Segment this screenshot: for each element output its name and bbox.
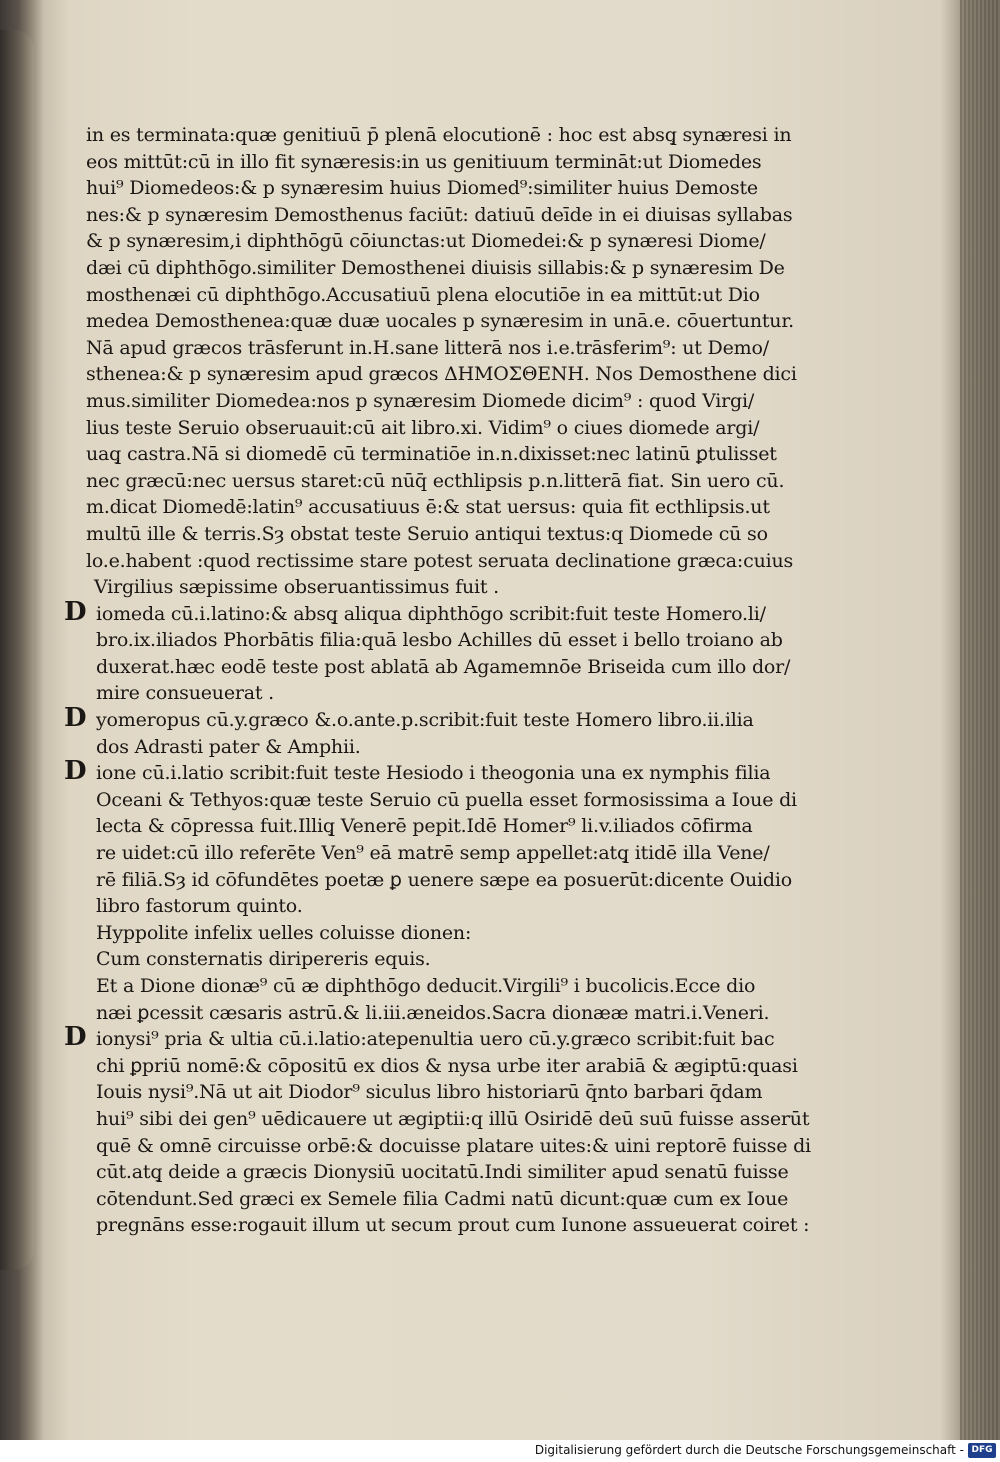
- text-line: ione cū.i.latio scribit:fuit teste Hesiodo i theogonia una ex nymphis filia: [96, 762, 771, 785]
- verse-line: Hyppolite infelix uelles coluisse dionen:: [96, 921, 472, 944]
- verse-line: Cum consternatis diripereris equis.: [96, 948, 431, 971]
- text-line: m.dicat Diomedē:latin⁹ accusatiuus ē:& stat uersus: quia fit ecthlipsis.ut: [86, 496, 770, 519]
- text-line: re uidet:cū illo referēte Ven⁹ eā matrē semp appellet:atq̧ itidē illa Vene/: [96, 842, 770, 865]
- entry-diomeda: [64, 596, 791, 707]
- text-line: mire consueuerat .: [96, 682, 275, 705]
- text-line: cōtendunt.Sed græci ex Semele filia Cadmi natū dicunt:quæ cum ex Ioue: [96, 1187, 789, 1210]
- intro-paragraph: [86, 122, 797, 601]
- text-line: quē & omnē circuisse orbē:& docuisse platare uites:& uini reptorē fuisse di: [96, 1134, 811, 1157]
- entry-initial: D: [64, 703, 87, 734]
- dione-continuation: [86, 973, 786, 1026]
- verse-quotation: [86, 920, 786, 973]
- text-line: Et a Dione dionæ⁹ cū æ diphthōgo deducit.Virgili⁹ i bucolicis.Ecce dio: [96, 975, 756, 997]
- text-line: nes:& p synæresim Demosthenus faciūt: datiuū deīde in ei diuisas syllabas: [86, 203, 793, 226]
- text-line: & p synæresim,i diphthōgū cōiunctas:ut Diomedei:& p synæresi Diome/: [86, 230, 766, 253]
- entry-initial: D: [64, 756, 87, 787]
- text-line: lo.e.habent :quod rectissime stare potest seruata declinatione græca:cuius: [86, 549, 794, 572]
- text-line: eos mittūt:cū in illo fit synæresis:in us genitiuum termināt:ut Diomedes: [86, 150, 762, 173]
- text-line: multū ille & terris.Sȝ obstat teste Seruio antiqui textus:q Diomede cū so: [86, 522, 768, 545]
- text-line: iomeda cū.i.latino:& absq̧ aliqua diphthōgo scribit:fuit teste Homero.li/: [96, 602, 766, 625]
- text-line: yomeropus cū.y.græco &.o.ante.p.scribit:fuit teste Homero libro.ii.ilia: [96, 709, 754, 732]
- text-line: mosthenæi cū diphthōgo.Accusatiuū plena elocutiōe in ea mittūt:ut Dio: [86, 283, 760, 306]
- entry-initial: D: [64, 596, 87, 627]
- text-line: ionysi⁹ pria & ultia cū.i.latio:atepenultia uero cū.y.græco scribit:fuit bac: [96, 1028, 775, 1051]
- entry-dionysus: [64, 1022, 811, 1239]
- text-line: hui⁹ sibi dei gen⁹ uēdicauere ut ægiptii:q illū Osiridē deū suū fuisse asserūt: [96, 1107, 810, 1130]
- text-line: nec græcū:nec uersus staret:cū nūq̄ ecthlipsis p.n.litterā fiat. Sin uero cū.: [86, 469, 785, 492]
- text-line: bro.ix.iliados Phorbātis filia:quā lesbo Achilles dū esset i bello troiano ab: [96, 629, 783, 652]
- dfg-logo: DFG: [968, 1443, 996, 1458]
- funding-credit: Digitalisierung gefördert durch die Deutsche Forschungsgemeinschaft -: [534, 1443, 964, 1457]
- text-line: sthenea:& p synæresim apud græcos ΔΗΜΟΣΘΕΝΗ. Nos Demosthene dici: [86, 363, 797, 386]
- entry-initial: D: [64, 1022, 87, 1053]
- text-line: medea Demosthenea:quæ duæ uocales p synæresim in unā.e. cōuertuntur.: [86, 310, 794, 333]
- text-line: næi ꝑcessit cæsaris astrū.& li.iii.æneidos.Sacra dionææ matri.i.Veneri.: [96, 1001, 770, 1024]
- entry-diomeropus: [64, 703, 786, 760]
- text-block: [64, 122, 811, 1239]
- text-line: Oceani & Tethyos:quæ teste Seruio cū puella esset formosissima a Ioue di: [96, 788, 797, 811]
- text-line: Iouis nysi⁹.Nā ut ait Diodor⁹ siculus libro historiarū q̄nto barbari q̄dam: [96, 1081, 763, 1104]
- text-line: chi ꝑpriū nomē:& cōpositū ex dios & nysa urbe iter arabiā & ægiptū:quasi: [96, 1054, 798, 1077]
- text-line: in es terminata:quæ genitiuū p̄ plenā elocutionē : hoc est absq̧ synæresi in: [86, 124, 792, 146]
- text-line: lius teste Seruio obseruauit:cū ait libro.xi. Vidim⁹ o ciues diomede argi/: [86, 416, 760, 439]
- text-line: duxerat.hæc eodē teste post ablatā ab Agamemnōe Briseida cum illo dor/: [96, 655, 791, 678]
- text-line: lecta & cōpressa fuit.Illiq̧ Venerē pepit.Idē Homer⁹ li.v.iliados cōfirma: [96, 815, 753, 838]
- book-spine-shadow: [0, 30, 34, 1270]
- text-line: mus.similiter Diomedea:nos p synæresim Diomede dicim⁹ : quod Virgi/: [86, 389, 755, 412]
- entry-dione: [64, 756, 797, 920]
- text-line: Virgilius sæpissime obseruantissimus fuit .: [94, 576, 499, 599]
- text-line: hui⁹ Diomedeos:& p synæresim huius Diomed⁹:similiter huius Demoste: [86, 177, 758, 200]
- page-edges: [960, 0, 1000, 1440]
- footer-bar: [0, 1440, 1000, 1462]
- text-line: cūt.atq̧ deide a græcis Dionysiū uocitatū.Indi similiter apud senatū fuisse: [96, 1161, 789, 1184]
- text-line: dæi cū diphthōgo.similiter Demosthenei diuisis sillabis:& p synæresim De: [86, 256, 785, 279]
- text-line: dos Adrasti pater & Amphii.: [96, 735, 361, 758]
- text-line: uaq̧ castra.Nā si diomedē cū terminatiōe in.n.dixisset:nec latinū ꝑtulisset: [86, 443, 777, 466]
- text-line: pregnāns esse:rogauit illum ut secum prout cum Iunone assueuerat coiret :: [96, 1214, 810, 1237]
- text-line: Nā apud græcos trāsferunt in.H.sane litterā nos i.e.trāsferim⁹: ut Demo/: [86, 336, 769, 359]
- text-line: rē filiā.Sȝ id cōfundētes poetæ ꝑ uenere sæpe ea posuerūt:dicente Ouidio: [96, 868, 793, 891]
- text-line: libro fastorum quinto.: [96, 895, 303, 918]
